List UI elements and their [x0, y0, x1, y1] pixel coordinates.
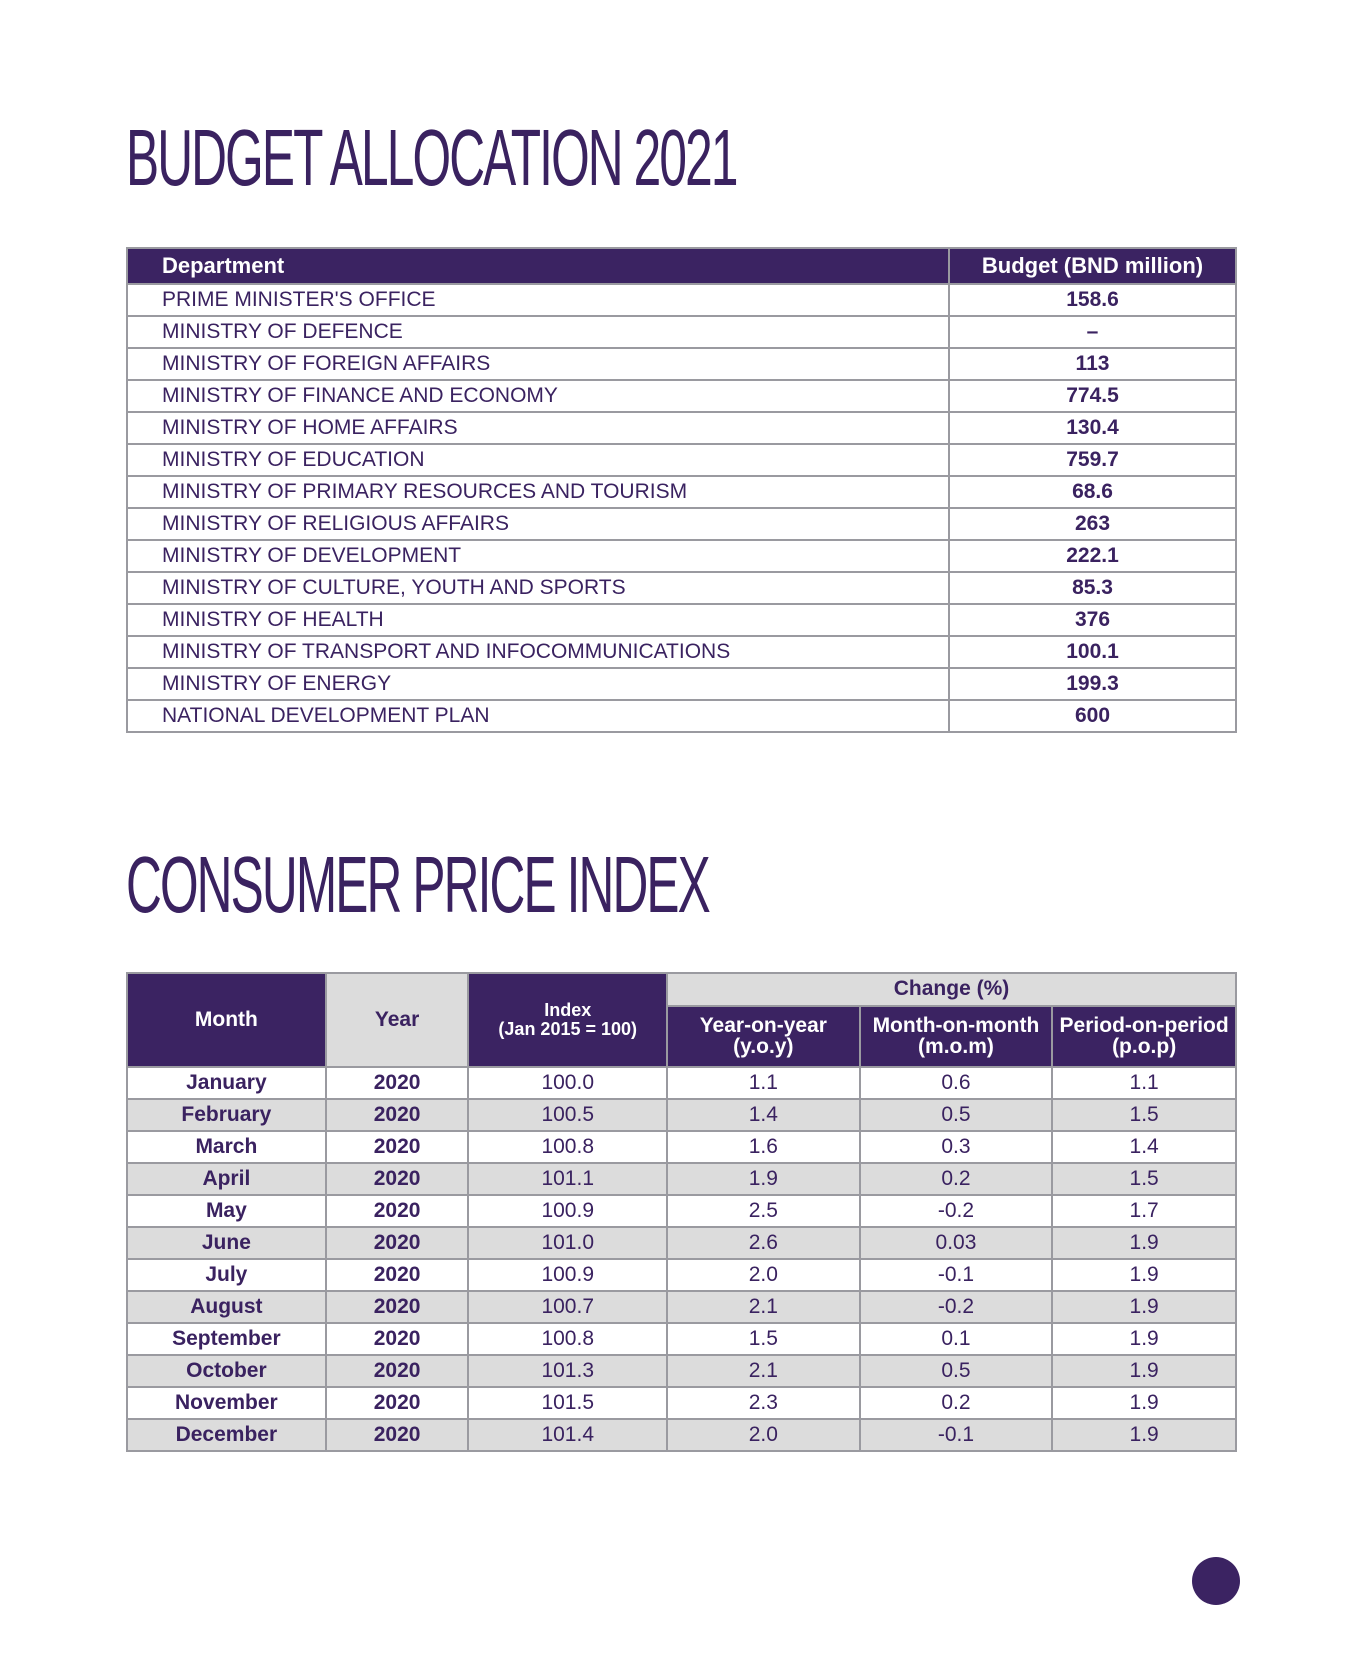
- month-cell: November: [127, 1387, 326, 1419]
- index-cell: 101.5: [468, 1387, 667, 1419]
- budget-value-cell: 222.1: [949, 540, 1236, 572]
- budget-value-cell: 68.6: [949, 476, 1236, 508]
- pop-cell: 1.9: [1052, 1259, 1236, 1291]
- mom-cell: 0.5: [860, 1355, 1053, 1387]
- yoy-cell: 2.6: [667, 1227, 860, 1259]
- mom-cell: 0.1: [860, 1323, 1053, 1355]
- table-row: [127, 316, 1236, 348]
- mom-cell: 0.6: [860, 1067, 1053, 1099]
- budget-value-cell: 158.6: [949, 284, 1236, 316]
- column-header-pop: [1052, 1006, 1236, 1067]
- table-row: [127, 668, 1236, 700]
- table-row: [127, 1323, 1236, 1355]
- table-row: [127, 1291, 1236, 1323]
- index-cell: 100.8: [468, 1131, 667, 1163]
- mom-cell: 0.2: [860, 1387, 1053, 1419]
- yoy-cell: 2.1: [667, 1291, 860, 1323]
- table-row: [127, 1355, 1236, 1387]
- table-row: [127, 572, 1236, 604]
- year-cell: 2020: [326, 1099, 469, 1131]
- yoy-cell: 2.0: [667, 1419, 860, 1451]
- month-cell: June: [127, 1227, 326, 1259]
- department-cell: MINISTRY OF PRIMARY RESOURCES AND TOURISM: [127, 476, 949, 508]
- column-header-change: Change (%): [667, 973, 1236, 1006]
- yoy-header-label: Year-on-year: [699, 1014, 827, 1038]
- department-cell: MINISTRY OF EDUCATION: [127, 444, 949, 476]
- mom-cell: 0.5: [860, 1099, 1053, 1131]
- year-cell: 2020: [326, 1195, 469, 1227]
- yoy-cell: 2.5: [667, 1195, 860, 1227]
- table-row: [127, 604, 1236, 636]
- mom-cell: -0.2: [860, 1195, 1053, 1227]
- month-cell: January: [127, 1067, 326, 1099]
- table-row: [127, 700, 1236, 732]
- pop-cell: 1.9: [1052, 1419, 1236, 1451]
- index-cell: 100.9: [468, 1195, 667, 1227]
- pop-cell: 1.5: [1052, 1099, 1236, 1131]
- yoy-cell: 1.6: [667, 1131, 860, 1163]
- yoy-cell: 2.0: [667, 1259, 860, 1291]
- department-cell: MINISTRY OF TRANSPORT AND INFOCOMMUNICATIONS: [127, 636, 949, 668]
- pop-cell: 1.9: [1052, 1227, 1236, 1259]
- table-row: [127, 348, 1236, 380]
- yoy-cell: 2.3: [667, 1387, 860, 1419]
- table-row: [127, 444, 1236, 476]
- budget-value-cell: 759.7: [949, 444, 1236, 476]
- cpi-table-body: [127, 1067, 1236, 1451]
- index-cell: 100.0: [468, 1067, 667, 1099]
- table-row: [127, 1067, 1236, 1099]
- mom-cell: 0.3: [860, 1131, 1053, 1163]
- table-row: [127, 1259, 1236, 1291]
- budget-value-cell: 199.3: [949, 668, 1236, 700]
- year-cell: 2020: [326, 1067, 469, 1099]
- month-cell: October: [127, 1355, 326, 1387]
- department-cell: MINISTRY OF ENERGY: [127, 668, 949, 700]
- pop-cell: 1.7: [1052, 1195, 1236, 1227]
- index-header-label: Index: [544, 1000, 592, 1021]
- index-cell: 101.0: [468, 1227, 667, 1259]
- mom-cell: -0.2: [860, 1291, 1053, 1323]
- cpi-section-title: CONSUMER PRICE INDEX: [126, 840, 709, 929]
- department-cell: PRIME MINISTER'S OFFICE: [127, 284, 949, 316]
- index-cell: 101.3: [468, 1355, 667, 1387]
- mom-cell: -0.1: [860, 1419, 1053, 1451]
- department-cell: MINISTRY OF FINANCE AND ECONOMY: [127, 380, 949, 412]
- column-header-month: Month: [127, 973, 326, 1067]
- budget-value-cell: 100.1: [949, 636, 1236, 668]
- mom-cell: 0.03: [860, 1227, 1053, 1259]
- column-header-department: Department: [127, 248, 949, 284]
- table-row: [127, 1131, 1236, 1163]
- budget-section-title: BUDGET ALLOCATION 2021: [126, 113, 737, 202]
- department-cell: MINISTRY OF RELIGIOUS AFFAIRS: [127, 508, 949, 540]
- year-cell: 2020: [326, 1387, 469, 1419]
- page-marker-dot: [1192, 1557, 1240, 1605]
- budget-value-cell: 85.3: [949, 572, 1236, 604]
- pop-header-abbrev: (p.o.p): [1112, 1035, 1177, 1059]
- pop-cell: 1.4: [1052, 1131, 1236, 1163]
- pop-cell: 1.9: [1052, 1291, 1236, 1323]
- table-row: [127, 540, 1236, 572]
- table-row: [127, 284, 1236, 316]
- pop-cell: 1.9: [1052, 1323, 1236, 1355]
- column-header-index: [468, 973, 667, 1067]
- yoy-cell: 1.4: [667, 1099, 860, 1131]
- index-cell: 101.1: [468, 1163, 667, 1195]
- budget-value-cell: 130.4: [949, 412, 1236, 444]
- yoy-header-abbrev: (y.o.y): [733, 1035, 794, 1059]
- table-row: [127, 1387, 1236, 1419]
- department-cell: MINISTRY OF FOREIGN AFFAIRS: [127, 348, 949, 380]
- year-cell: 2020: [326, 1419, 469, 1451]
- table-row: [127, 412, 1236, 444]
- budget-value-cell: 600: [949, 700, 1236, 732]
- pop-header-label: Period-on-period: [1059, 1014, 1229, 1038]
- month-cell: December: [127, 1419, 326, 1451]
- index-cell: 100.5: [468, 1099, 667, 1131]
- year-cell: 2020: [326, 1227, 469, 1259]
- index-cell: 100.7: [468, 1291, 667, 1323]
- cpi-table: [126, 972, 1237, 1452]
- month-cell: July: [127, 1259, 326, 1291]
- department-cell: MINISTRY OF HOME AFFAIRS: [127, 412, 949, 444]
- table-row: [127, 508, 1236, 540]
- budget-table: [126, 247, 1237, 733]
- department-cell: NATIONAL DEVELOPMENT PLAN: [127, 700, 949, 732]
- budget-header-row: [127, 248, 1236, 284]
- mom-cell: 0.2: [860, 1163, 1053, 1195]
- yoy-cell: 1.5: [667, 1323, 860, 1355]
- yoy-cell: 2.1: [667, 1355, 860, 1387]
- pop-cell: 1.9: [1052, 1355, 1236, 1387]
- pop-cell: 1.9: [1052, 1387, 1236, 1419]
- budget-table-body: [127, 284, 1236, 732]
- month-cell: March: [127, 1131, 326, 1163]
- year-cell: 2020: [326, 1131, 469, 1163]
- year-cell: 2020: [326, 1259, 469, 1291]
- column-header-mom: [860, 1006, 1053, 1067]
- pop-cell: 1.1: [1052, 1067, 1236, 1099]
- month-cell: August: [127, 1291, 326, 1323]
- table-row: [127, 1163, 1236, 1195]
- table-row: [127, 636, 1236, 668]
- yoy-cell: 1.9: [667, 1163, 860, 1195]
- yoy-cell: 1.1: [667, 1067, 860, 1099]
- table-row: [127, 1099, 1236, 1131]
- index-header-base: (Jan 2015 = 100): [498, 1019, 638, 1039]
- index-cell: 101.4: [468, 1419, 667, 1451]
- department-cell: MINISTRY OF CULTURE, YOUTH AND SPORTS: [127, 572, 949, 604]
- mom-header-label: Month-on-month: [872, 1014, 1040, 1038]
- table-row: [127, 1419, 1236, 1451]
- year-cell: 2020: [326, 1323, 469, 1355]
- column-header-year: Year: [326, 973, 469, 1067]
- table-row: [127, 1195, 1236, 1227]
- column-header-yoy: [667, 1006, 860, 1067]
- month-cell: February: [127, 1099, 326, 1131]
- month-cell: May: [127, 1195, 326, 1227]
- month-cell: September: [127, 1323, 326, 1355]
- budget-value-cell: 376: [949, 604, 1236, 636]
- year-cell: 2020: [326, 1291, 469, 1323]
- department-cell: MINISTRY OF DEVELOPMENT: [127, 540, 949, 572]
- table-row: [127, 380, 1236, 412]
- mom-cell: -0.1: [860, 1259, 1053, 1291]
- department-cell: MINISTRY OF DEFENCE: [127, 316, 949, 348]
- table-row: [127, 476, 1236, 508]
- pop-cell: 1.5: [1052, 1163, 1236, 1195]
- year-cell: 2020: [326, 1163, 469, 1195]
- index-cell: 100.8: [468, 1323, 667, 1355]
- index-cell: 100.9: [468, 1259, 667, 1291]
- month-cell: April: [127, 1163, 326, 1195]
- budget-value-cell: 263: [949, 508, 1236, 540]
- budget-value-cell: 774.5: [949, 380, 1236, 412]
- year-cell: 2020: [326, 1355, 469, 1387]
- cpi-header-row-1: [127, 973, 1236, 1006]
- department-cell: MINISTRY OF HEALTH: [127, 604, 949, 636]
- mom-header-abbrev: (m.o.m): [918, 1035, 994, 1059]
- budget-value-cell: –: [949, 316, 1236, 348]
- table-row: [127, 1227, 1236, 1259]
- column-header-budget: Budget (BND million): [949, 248, 1236, 284]
- budget-value-cell: 113: [949, 348, 1236, 380]
